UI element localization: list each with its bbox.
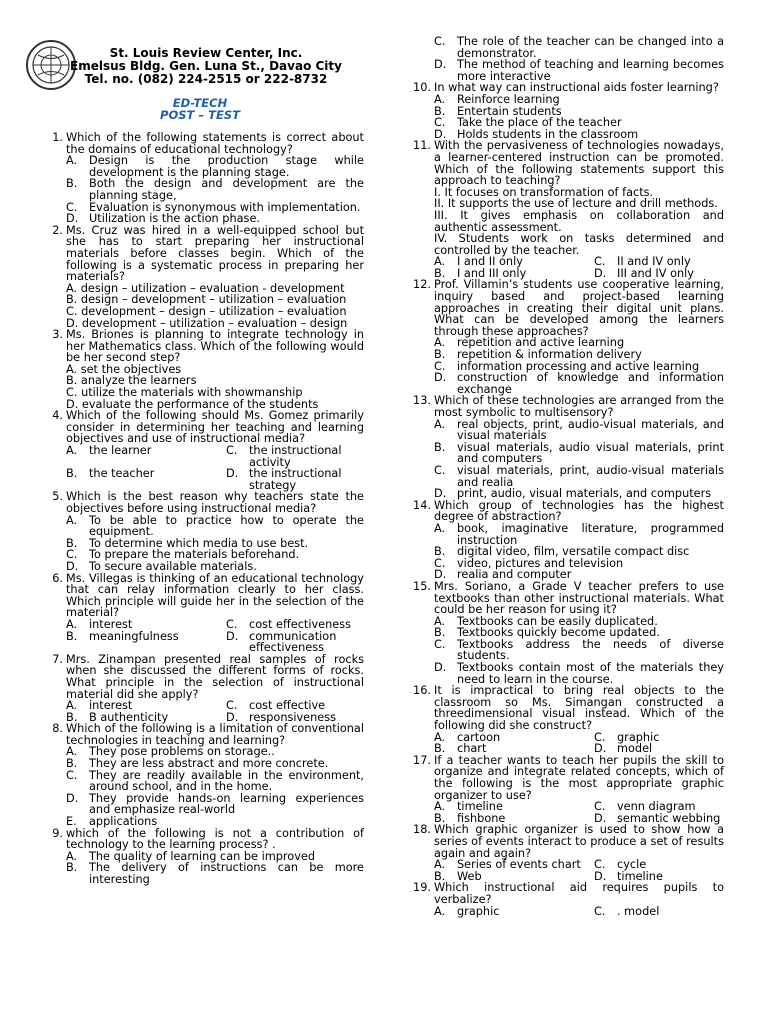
option-text: information processing and active learning <box>457 359 700 373</box>
option-text: Textbooks contain most of the materials they need to learn in the course. <box>457 661 724 686</box>
question-body <box>66 132 364 225</box>
option-text: graphic <box>457 904 500 918</box>
question-number: 17. <box>413 753 431 767</box>
question-number: 2. <box>52 223 63 237</box>
center-name: St. Louis Review Center, Inc. <box>109 46 303 60</box>
question-number: 8. <box>52 722 63 736</box>
answer-option <box>594 859 724 871</box>
question-item <box>36 225 364 329</box>
option-letter: B. <box>434 348 446 362</box>
option-letter: A. <box>434 92 446 106</box>
option-letter: B. <box>434 742 446 756</box>
option-text: Both the design and development are the planning stage, <box>89 177 364 202</box>
option-letter: A. <box>66 699 78 713</box>
option-letter: A. <box>434 255 446 269</box>
option-letter: B. <box>66 536 78 550</box>
option-letter: C. <box>594 730 606 744</box>
answer-option <box>226 619 364 631</box>
answer-option <box>66 178 364 201</box>
option-text: Holds students in the classroom <box>457 127 639 141</box>
question-stem: Prof. Villamin’s students use cooperative learning, inquiry based and project-based learning approaches in creating their digital unit plans. What can be developed among the learners through these approaches? <box>434 278 724 338</box>
answer-option <box>434 36 724 59</box>
question-stem: Which of these technologies are arranged from the most symbolic to multisensory? <box>434 394 724 419</box>
question-number: 12. <box>413 278 431 292</box>
question-number: 16. <box>413 684 431 698</box>
question-number: 1. <box>52 131 63 144</box>
option-text: The method of teaching and learning becomes more interactive <box>457 58 724 83</box>
question-stem: Ms. Cruz was hired in a well-equipped school but she has to start preparing her instructional materials before classes begin. Which of the following is a systematic process in preparing her materials? <box>66 223 364 284</box>
option-text: To prepare the materials beforehand. <box>89 548 300 562</box>
option-text: III and IV only <box>617 266 694 280</box>
option-letter: A. <box>434 730 446 744</box>
option-text: semantic webbing <box>617 811 721 825</box>
answer-line: B. analyze the learners <box>66 374 197 388</box>
question-stem: Ms. Villegas is thinking of an educational technology that can relay information clearly to her class. Which principle will guide her in the selection of the material? <box>66 571 364 620</box>
option-text: communication effectiveness <box>249 629 337 655</box>
option-letter: B. <box>66 757 78 771</box>
option-text: Textbooks can be easily duplicated. <box>457 614 658 628</box>
option-text: They pose problems on storage.. <box>89 745 275 759</box>
question-item <box>404 82 724 140</box>
option-letter: C. <box>66 200 78 214</box>
option-letter: D. <box>434 371 447 385</box>
option-letter: D. <box>434 661 447 675</box>
option-text: The delivery of instructions can be more interesting <box>89 861 364 886</box>
answer-option-pair <box>66 700 364 712</box>
left-question-list <box>36 132 364 886</box>
option-text: They are less abstract and more concrete. <box>89 757 329 771</box>
question-number: 13. <box>413 394 431 408</box>
question-stem: Mrs. Zinampan presented real samples of rocks when she discussed the different forms of rocks. What principle in the selection of instructional material did she apply? <box>66 652 364 701</box>
option-text: meaningfulness <box>89 629 179 643</box>
option-text: cost effectiveness <box>249 617 352 631</box>
question-number: 18. <box>413 823 431 837</box>
answer-line: I. It focuses on transformation of facts. <box>434 185 654 199</box>
option-letter: D. <box>66 559 79 573</box>
option-letter: E. <box>66 815 77 829</box>
option-letter: A. <box>434 614 446 628</box>
option-letter: B. <box>434 266 446 280</box>
option-letter: A. <box>66 745 78 759</box>
question-item <box>36 410 364 491</box>
question-body <box>66 491 364 572</box>
answer-option <box>226 700 364 712</box>
left-column <box>36 0 364 886</box>
answer-option <box>434 546 724 558</box>
answer-line: B. design – development – utilization – evaluation <box>66 293 347 307</box>
answer-option <box>66 155 364 178</box>
option-text: video, pictures and television <box>457 556 624 570</box>
answer-option <box>66 862 364 885</box>
question-number: 19. <box>413 881 431 895</box>
answer-line: II. It supports the use of lecture and drill methods. <box>434 197 718 211</box>
answer-option <box>226 631 364 654</box>
answer-option <box>66 515 364 538</box>
question-item <box>36 329 364 410</box>
option-letter: B. <box>66 467 78 481</box>
answer-option <box>66 619 226 631</box>
option-letter: D. <box>434 487 447 501</box>
option-text: cost effective <box>249 699 326 713</box>
answer-option <box>434 465 724 488</box>
answer-option <box>66 758 364 770</box>
option-letter: B. <box>434 811 446 825</box>
question-body <box>66 329 364 410</box>
question-body <box>434 581 724 685</box>
question-item <box>404 581 724 685</box>
question-stem: which of the following is not a contribution of technology to the learning process? . <box>66 826 364 852</box>
option-letter: B. <box>66 177 78 191</box>
answer-line: C. development – design – utilization – evaluation <box>66 304 347 318</box>
option-letter: C. <box>594 800 606 814</box>
question-stem: Which of the following is a limitation of conventional technologies in teaching and learning? <box>66 722 364 747</box>
option-text: Textbooks quickly become updated. <box>457 626 660 640</box>
question-body <box>434 882 724 917</box>
exam-subtitle: POST – TEST <box>160 108 240 122</box>
option-letter: B. <box>66 629 78 643</box>
question-stem: In what way can instructional aids foster learning? <box>434 81 719 95</box>
center-address: Emelsus Bldg. Gen. Luna St., Davao City <box>70 59 342 73</box>
option-letter: C. <box>594 858 606 872</box>
option-letter: C. <box>434 35 446 48</box>
option-letter: A. <box>434 417 446 431</box>
option-letter: D. <box>434 127 447 141</box>
answer-line: A. set the objectives <box>66 362 182 376</box>
answer-option <box>434 442 724 465</box>
option-text: the learner <box>89 444 152 458</box>
question-stem: Which graphic organizer is used to show how a series of events interact to produce a set of results again and again? <box>434 823 724 860</box>
question-number: 15. <box>413 579 431 593</box>
question-stem: Which of the following should Ms. Gomez primarily consider in determining her teaching and learning objectives and use of instructional media? <box>66 409 364 446</box>
option-text: To be able to practice how to operate the equipment. <box>89 513 364 539</box>
answer-option <box>594 906 724 918</box>
option-text: Series of events chart <box>457 858 581 872</box>
option-letter: D. <box>66 212 79 226</box>
option-text: visual materials, print, audio-visual materials and realia <box>457 463 724 489</box>
option-text: venn diagram <box>617 800 696 814</box>
question-body <box>66 828 364 886</box>
question-body <box>434 685 724 755</box>
answer-option <box>594 732 724 744</box>
option-letter: B. <box>434 440 446 454</box>
question-item <box>404 824 724 882</box>
option-text: cartoon <box>457 730 501 744</box>
option-letter: C. <box>226 617 238 631</box>
option-letter: C. <box>66 548 78 562</box>
option-text: Evaluation is synonymous with implementation. <box>89 200 361 214</box>
answer-option <box>66 468 226 491</box>
document-header <box>36 0 364 122</box>
option-letter: C. <box>434 556 446 570</box>
question-item <box>404 755 724 825</box>
option-text: I and II only <box>457 255 523 269</box>
question-9-continuation <box>404 36 724 82</box>
question-item <box>36 573 364 654</box>
option-text: Entertain students <box>457 104 562 118</box>
question-number: 5. <box>52 490 63 504</box>
option-letter: D. <box>594 266 607 280</box>
question-item <box>404 500 724 581</box>
question-item <box>36 491 364 572</box>
answer-option <box>226 468 364 491</box>
answer-option <box>66 213 364 225</box>
option-text: The quality of learning can be improved <box>89 849 316 863</box>
answer-option <box>434 372 724 395</box>
question-number: 4. <box>52 409 63 423</box>
option-letter: C. <box>434 637 446 651</box>
option-text: responsiveness <box>249 710 337 724</box>
answer-option-pair <box>434 906 724 918</box>
option-text: interest <box>89 617 133 631</box>
question-body <box>66 723 364 827</box>
question-item <box>404 140 724 279</box>
option-letter: D. <box>594 811 607 825</box>
option-text: The role of the teacher can be changed into a demonstrator. <box>457 35 724 60</box>
answer-option <box>434 94 724 106</box>
option-text: Textbooks address the needs of diverse students. <box>457 637 724 663</box>
option-letter: A. <box>66 444 78 458</box>
option-text: graphic <box>617 730 660 744</box>
answer-option <box>66 561 364 573</box>
question-number: 11. <box>413 139 431 153</box>
question-number: 6. <box>52 571 63 585</box>
question-body <box>434 755 724 825</box>
option-letter: B. <box>434 545 446 559</box>
option-text: Web <box>457 869 482 883</box>
question-item <box>36 654 364 724</box>
question-stem: If a teacher wants to teach her pupils the skill to organize and integrate related concepts, which of the following is the most appropriate graphic organizer to use? <box>434 753 724 802</box>
option-letter: A. <box>434 858 446 872</box>
option-text: To secure available materials. <box>89 559 257 573</box>
center-phone: Tel. no. (082) 224-2515 or 222-8732 <box>84 72 328 86</box>
option-text: realia and computer <box>457 568 572 582</box>
answer-option-pair <box>66 445 364 468</box>
option-text: I and III only <box>457 266 527 280</box>
option-text: B authenticity <box>89 710 169 724</box>
question-body <box>66 654 364 724</box>
option-letter: D. <box>434 58 447 72</box>
question-stem: It is impractical to bring real objects to the classroom so Ms. Simangan constructed a threedimensional visual instead. Which of the following did she construct? <box>434 684 724 733</box>
question-stem: Which of the following statements is correct about the domains of educational technology? <box>66 131 364 156</box>
answer-line: A. design – utilization – evaluation - development <box>66 281 345 295</box>
option-letter: B. <box>66 861 78 875</box>
option-text: real objects, print, audio-visual materials, and visual materials <box>457 417 724 443</box>
option-letter: C. <box>594 904 606 918</box>
option-letter: A. <box>66 849 78 863</box>
answer-option <box>434 488 724 500</box>
option-text: book, imaginative literature, programmed instruction <box>457 521 724 547</box>
option-text: II and IV only <box>617 255 691 269</box>
question-stem: Mrs. Soriano, a Grade V teacher prefers to use textbooks than other instructional materials. What could be her reason for using it? <box>434 579 724 617</box>
option-text: digital video, film, versatile compact disc <box>457 545 690 559</box>
option-letter: B. <box>434 626 446 640</box>
option-text: Take the place of the teacher <box>457 116 622 130</box>
option-letter: D. <box>594 742 607 756</box>
answer-line: IV. Students work on tasks determined and controlled by the teacher. <box>434 232 724 257</box>
option-letter: A. <box>66 617 78 631</box>
option-letter: C. <box>434 359 446 373</box>
answer-line: III. It gives emphasis on collaboration and authentic assessment. <box>434 208 724 234</box>
answer-option-pair <box>66 468 364 491</box>
question-number: 7. <box>52 652 63 666</box>
question-body <box>434 500 724 581</box>
option-text: repetition & information delivery <box>457 348 642 362</box>
option-text: print, audio, visual materials, and computers <box>457 487 712 501</box>
question-item <box>404 685 724 755</box>
question-body <box>66 225 364 329</box>
question-stem: Ms. Briones is planning to integrate technology in her Mathematics class. Which of the following would be her second step? <box>66 328 364 365</box>
question-stem: With the pervasiveness of technologies nowadays, a learner-centered instruction can be promoted. Which of the following statements support this approach to teaching? <box>434 139 724 188</box>
option-letter: B. <box>434 104 446 118</box>
answer-option <box>434 349 724 361</box>
answer-option <box>434 59 724 82</box>
answer-option <box>66 445 226 468</box>
option-letter: D. <box>226 629 239 643</box>
option-letter: A. <box>66 513 78 527</box>
option-letter: A. <box>434 904 446 918</box>
answer-option <box>66 631 226 654</box>
option-text: They provide hands-on learning experiences and emphasize real-world <box>89 791 364 817</box>
option-letter: D. <box>434 568 447 582</box>
option-letter: B. <box>66 710 78 724</box>
option-letter: C. <box>594 255 606 269</box>
option-letter: A. <box>434 336 446 350</box>
option-text: To determine which media to use best. <box>89 536 309 550</box>
option-letter: A. <box>434 521 446 535</box>
answer-option <box>434 662 724 685</box>
answer-option <box>434 639 724 662</box>
option-text: the teacher <box>89 467 155 481</box>
question-body <box>434 140 724 279</box>
option-text: chart <box>457 742 487 756</box>
option-text: timeline <box>457 800 503 814</box>
option-letter: B. <box>434 869 446 883</box>
question-item <box>36 132 364 225</box>
answer-option <box>434 117 724 129</box>
question-body <box>434 824 724 882</box>
question-item <box>404 279 724 395</box>
question-number: 14. <box>413 498 431 512</box>
question-stem: Which group of technologies has the highest degree of abstraction? <box>434 498 724 524</box>
answer-option <box>434 523 724 546</box>
answer-option-pair <box>434 859 724 871</box>
answer-line: D. development – utilization – evaluation – design <box>66 316 348 330</box>
question-body <box>66 410 364 491</box>
answer-option-pair <box>66 619 364 631</box>
question-stem: Which instructional aid requires pupils to verbalize? <box>434 881 724 906</box>
option-letter: C. <box>434 463 446 477</box>
option-text: fishbone <box>457 811 506 825</box>
answer-option <box>66 816 364 828</box>
option-text: model <box>617 742 653 756</box>
answer-line: C. utilize the materials with showmanship <box>66 386 303 400</box>
answer-option <box>434 859 594 871</box>
option-text: interest <box>89 699 133 713</box>
option-letter: A. <box>434 800 446 814</box>
exam-title: ED-TECH <box>172 96 228 110</box>
question-item <box>404 882 724 917</box>
option-text: cycle <box>617 858 647 872</box>
option-letter: D. <box>594 869 607 883</box>
answer-option <box>66 700 226 712</box>
answer-option <box>434 419 724 442</box>
answer-option-pair <box>66 631 364 654</box>
option-letter: D. <box>66 791 79 805</box>
option-text: Utilization is the action phase. <box>89 212 260 226</box>
answer-option <box>66 793 364 816</box>
option-text: repetition and active learning <box>457 336 625 350</box>
answer-option <box>226 445 364 468</box>
option-letter: C. <box>434 116 446 130</box>
question-body <box>66 573 364 654</box>
option-text: They are readily available in the environment, around school, and in the home. <box>89 768 364 794</box>
option-text: applications <box>89 815 158 829</box>
question-number: 3. <box>52 328 63 342</box>
option-letter: C. <box>226 444 238 458</box>
question-number: 10. <box>413 81 431 95</box>
option-text: Design is the production stage while development is the planning stage. <box>89 154 364 179</box>
question-number: 9. <box>52 826 63 840</box>
option-letter: C. <box>226 699 238 713</box>
option-letter: D. <box>226 467 239 481</box>
question-item <box>36 828 364 886</box>
option-text: Reinforce learning <box>457 92 560 106</box>
question-body <box>434 395 724 499</box>
answer-option <box>434 906 594 918</box>
answer-option <box>66 770 364 793</box>
option-text: the instructional activity <box>249 444 342 469</box>
option-text: construction of knowledge and information exchange <box>457 371 724 396</box>
answer-line: D. evaluate the performance of the students <box>66 397 319 411</box>
right-question-list <box>404 82 724 917</box>
option-letter: D. <box>226 710 239 724</box>
option-letter: C. <box>66 768 78 782</box>
question-item <box>36 723 364 827</box>
option-text: . model <box>617 904 660 918</box>
question-body <box>434 279 724 395</box>
question-item <box>404 395 724 499</box>
question-stem: Which is the best reason why teachers state the objectives before using instructional media? <box>66 490 364 515</box>
option-text: visual materials, audio visual materials, print and computers <box>457 440 724 466</box>
option-letter: A. <box>66 154 78 168</box>
right-column <box>404 36 724 917</box>
question-body <box>434 82 724 140</box>
option-text: timeline <box>617 869 663 883</box>
option-text: the instructional strategy <box>249 467 342 492</box>
